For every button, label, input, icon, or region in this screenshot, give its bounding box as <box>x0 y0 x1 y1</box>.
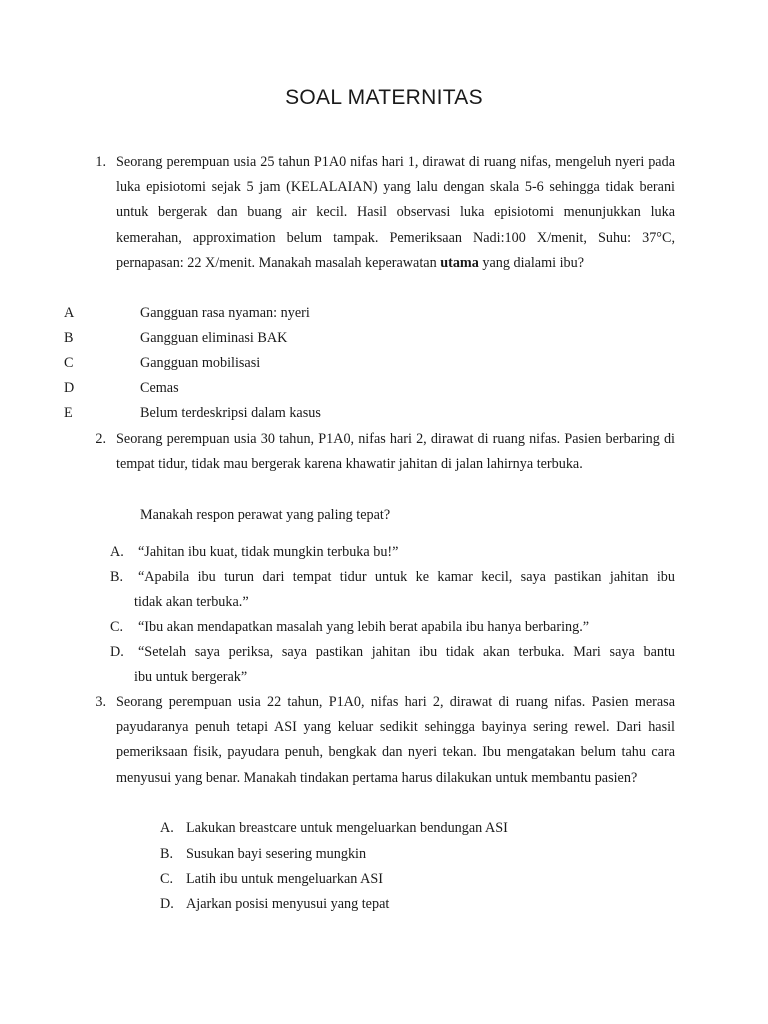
option-2c-letter: C. <box>110 619 124 635</box>
option-1a-text: Gangguan rasa nyaman: nyeri <box>140 305 310 321</box>
question-1-text-part1: Seorang perempuan usia 25 tahun P1A0 nifas hari 1, dirawat di ruang nifas, mengeluh nyeri pada luka episiotomi sejak 5 jam (KELALAIAN) yang lalu dengan skala 5-6 sehingga tidak berani untuk bergerak dan buang air kecil. Hasil observasi luka episiotomi menunjukkan luka kemerahan, approximation belum tampak. Pemeriksaan Nadi:100 X/menit, Suhu: 37°C, pernapasan: 22 X/menit. Manakah masalah keperawatan <box>116 154 675 271</box>
option-2d-continuation: ibu untuk bergerak” <box>134 669 248 685</box>
option-2d-letter: D. <box>110 644 124 660</box>
option-1b-text: Gangguan eliminasi BAK <box>140 330 288 346</box>
option-1e-letter: E <box>64 405 73 421</box>
question-1-text <box>116 150 675 276</box>
question-2-number: 2. <box>95 431 106 447</box>
question-2-text: Seorang perempuan usia 30 tahun, P1A0, nifas hari 2, dirawat di ruang nifas. Pasien berbaring di tempat tidur, tidak mau bergerak karena khawatir jahitan di jalan lahirnya terbuka. <box>116 431 675 473</box>
option-2a-text: “Jahitan ibu kuat, tidak mungkin terbuka bu!” <box>138 544 399 560</box>
option-2c-text: “Ibu akan mendapatkan masalah yang lebih berat apabila ibu hanya berbaring.” <box>138 619 590 635</box>
option-3c-text: Latih ibu untuk mengeluarkan ASI <box>186 871 384 887</box>
option-2b-continuation: tidak akan terbuka.” <box>134 594 249 610</box>
page-title: SOAL MATERNITAS <box>285 86 483 109</box>
option-1a-letter: A <box>64 305 75 321</box>
option-1b-letter: B <box>64 330 74 346</box>
question-1-emphasis: utama <box>440 254 479 271</box>
option-1d-letter: D <box>64 380 75 396</box>
option-3b-letter: B. <box>160 846 174 862</box>
option-3b-text: Susukan bayi sesering mungkin <box>186 846 367 862</box>
option-1c-text: Gangguan mobilisasi <box>140 355 261 371</box>
option-2b-text: “Apabila ibu turun dari tempat tidur untuk ke kamar kecil, saya pastikan jahitan ibu <box>138 569 675 585</box>
option-2d-text: “Setelah saya periksa, saya pastikan jahitan ibu tidak akan terbuka. Mari saya bantu <box>138 644 675 660</box>
option-3c-letter: C. <box>160 871 174 887</box>
option-2b-letter: B. <box>110 569 124 585</box>
option-3a-text: Lakukan breastcare untuk mengeluarkan bendungan ASI <box>186 820 508 836</box>
option-3a-letter: A. <box>160 820 174 836</box>
option-3d-letter: D. <box>160 896 174 912</box>
question-3-number: 3. <box>95 694 106 710</box>
option-1c-letter: C <box>64 355 74 371</box>
question-3-text: Seorang perempuan usia 22 tahun, P1A0, nifas hari 2, dirawat di ruang nifas. Pasien merasa payudaranya penuh tetapi ASI yang keluar sedikit sehingga bayinya sering rewel. Dari hasil pemeriksaan fisik, payudara penuh, bengkak dan nyeri tekan. Ibu mengatakan belum tahu cara menyusui yang benar. Manakah tindakan pertama harus dilakukan untuk membantu pasien? <box>116 694 675 786</box>
option-1e-text: Belum terdeskripsi dalam kasus <box>140 405 321 421</box>
question-1-number: 1. <box>95 154 106 170</box>
question-2-prompt: Manakah respon perawat yang paling tepat? <box>140 507 391 523</box>
question-1-text-part2: yang dialami ibu? <box>482 254 585 271</box>
option-3d-text: Ajarkan posisi menyusui yang tepat <box>186 896 390 912</box>
option-1d-text: Cemas <box>140 380 179 396</box>
option-2a-letter: A. <box>110 544 124 560</box>
